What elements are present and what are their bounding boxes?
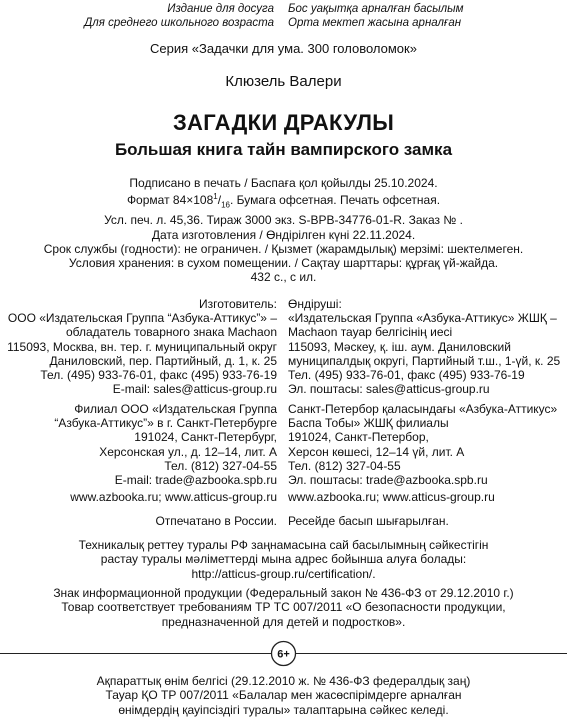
mfr-kz-line: Өндіруші: (288, 297, 342, 311)
service-line: Срок службы (годности): не ограничен. / Қызмет (жарамдылық) мерзімі: шектелмеген. (43, 242, 524, 257)
branch-ru-line: “Азбука-Аттикус”» в г. Санкт-Петербурге (54, 416, 277, 431)
branch-ru-line: 191024, Санкт-Петербург, (134, 430, 277, 445)
bottom-kz-text (0, 674, 567, 717)
printed-kz (288, 514, 449, 528)
top-labels-kz (288, 2, 464, 30)
branch-ru-line: Тел. (812) 327-04-55 (164, 458, 277, 473)
series-title: Серия «Задачки для ума. 300 головоломок» (150, 41, 417, 56)
age-rating-badge (270, 640, 297, 667)
branch-kz-line: Херсон көшесі, 12–14 үй, лит. А (288, 444, 465, 459)
info-mark-line: Товар соответствует требованиям ТР ТС 007/2011 «О безопасности продукции, (61, 600, 506, 615)
branch-kz-line: Тел. (812) 327-04-55 (288, 458, 401, 473)
label-leisure-ru: Издание для досуга (167, 3, 274, 15)
print-line: Усл. печ. л. 45,36. Тираж 3000 экз. S-BPB-34776-01-R. Заказ № . (104, 213, 463, 228)
websites-ru (70, 490, 277, 504)
mfr-kz-line: Тел. (495) 933-76-01, факс (495) 933-76-19 (288, 368, 525, 383)
branch-ru-line: Херсонская ул., д. 12–14, лит. А (99, 444, 277, 459)
branch-ru-email: E-mail: trade@azbooka.spb.ru (114, 473, 277, 488)
printed-kz-line: Ресейде басып шығарылған. (288, 514, 449, 528)
label-leisure-kz: Бос уақытқа арналған басылым (288, 3, 464, 15)
format-post: . Бумага офсетная. Печать офсетная. (229, 193, 441, 208)
websites-ru-line: www.azbooka.ru; www.atticus-group.ru (70, 490, 277, 504)
label-age-kz: Орта мектеп жасына арналған (288, 17, 462, 29)
branch-kz (288, 402, 557, 487)
printed-ru-line: Отпечатано в России. (155, 514, 277, 528)
websites-kz-line: www.azbooka.ru; www.atticus-group.ru (288, 490, 495, 504)
kz-regulation-line: растау туралы мәліметтерді мына адрес бойынша алуға болады: (100, 552, 467, 567)
mfr-ru-line: Изготовитель: (199, 297, 277, 311)
bottom-kz-line: Ақпараттық өнім белгісі (29.12.2010 ж. № 436-ФЗ федералдық заң) (96, 674, 471, 688)
mfr-ru-line: обладатель товарного знака Machaon (65, 325, 277, 340)
branch-kz-line: 191024, Санкт-Петербор, (288, 430, 429, 445)
mfr-kz-line: Machaon тауар белгісінің иесі (288, 325, 453, 340)
format-line: Формат $84\times 108^1/_{16}$. Бумага офсетная. Печать офсетная. (126, 192, 441, 210)
format-pre: Формат 84×108 (126, 193, 214, 208)
mfr-kz-line: муниципалдық округі, Партийный т.ш., 1-үй, к. 25 (288, 353, 561, 368)
mfr-kz-line: 115093, Мәскеу, қ. іш. аум. Даниловский (288, 339, 511, 354)
kz-regulation-line: Техникалық реттеу туралы РФ заңнамасына сай басылымның сәйкестігін (78, 538, 489, 552)
bottom-kz-line: Тауар ҚО ТР 007/2011 «Балалар мен жасөспірімдерге арналған (105, 688, 462, 703)
label-age-ru: Для среднего школьного возраста (84, 17, 274, 29)
publication-info (0, 176, 567, 271)
format-num: 1 (213, 192, 218, 202)
printed-ru (155, 514, 277, 528)
top-labels-ru (84, 2, 274, 30)
branch-kz-line: Баспа Тобы» ЖШҚ филиалы (288, 416, 449, 431)
branch-ru-line: Филиал ООО «Издательская Группа (74, 402, 277, 416)
page-count: 432 с., с ил. (250, 270, 317, 284)
storage-line: Условия хранения: в сухом помещении. / Сақтау шарттары: құрғақ үй-жайда. (68, 256, 499, 271)
branch-kz-line: Санкт-Петербор қаласындағы «Азбука-Аттикус» (288, 402, 558, 416)
mfr-ru-email: E-mail: sales@atticus-group.ru (112, 382, 277, 397)
manufacturer-kz (288, 297, 560, 396)
mfr-ru-line: Тел. (495) 933-76-01, факс (495) 933-76-19 (40, 368, 277, 383)
info-mark (0, 586, 567, 629)
age-badge-text: 6+ (277, 648, 290, 661)
date-line: Дата изготовления / Өндірілген күні 22.11.2024. (151, 227, 416, 242)
manufacturer-ru (7, 297, 277, 396)
mfr-ru-line: 115093, Москва, вн. тер. г. муниципальный округ (7, 339, 277, 354)
mfr-kz-line: «Издательская Группа «Азбука-Аттикус» ЖШҚ – (288, 311, 557, 326)
info-mark-line: предназначенной для детей и подростков». (161, 614, 406, 629)
signed-line: Подписано в печать / Баспаға қол қойылды 25.10.2024. (129, 176, 438, 190)
format-den: 16 (221, 200, 230, 210)
info-mark-line: Знак информационной продукции (Федеральный закон № 436-ФЗ от 29.12.2010 г.) (53, 586, 514, 600)
branch-ru (54, 402, 277, 487)
mfr-kz-email: Эл. поштасы: sales@atticus-group.ru (288, 382, 490, 397)
mfr-ru-line: Даниловский, пер. Партийный, д. 1, к. 25 (49, 353, 277, 368)
author: Клюзель Валери (225, 73, 342, 90)
mfr-ru-line: ООО «Издательская Группа “Азбука-Аттикус”» – (7, 311, 277, 326)
kz-regulation (0, 538, 567, 581)
book-title: ЗАГАДКИ ДРАКУЛЫ (172, 110, 395, 135)
websites-kz (288, 490, 495, 504)
bottom-kz-line: өнімдердің қауіпсіздігі туралы» талаптарына сәйкес келеді. (118, 702, 449, 717)
kz-regulation-link: http://atticus-group.ru/certification/. (191, 566, 376, 581)
branch-kz-email: Эл. поштасы: trade@azbooka.spb.ru (288, 473, 488, 488)
book-subtitle: Большая книга тайн вампирского замка (114, 140, 453, 159)
